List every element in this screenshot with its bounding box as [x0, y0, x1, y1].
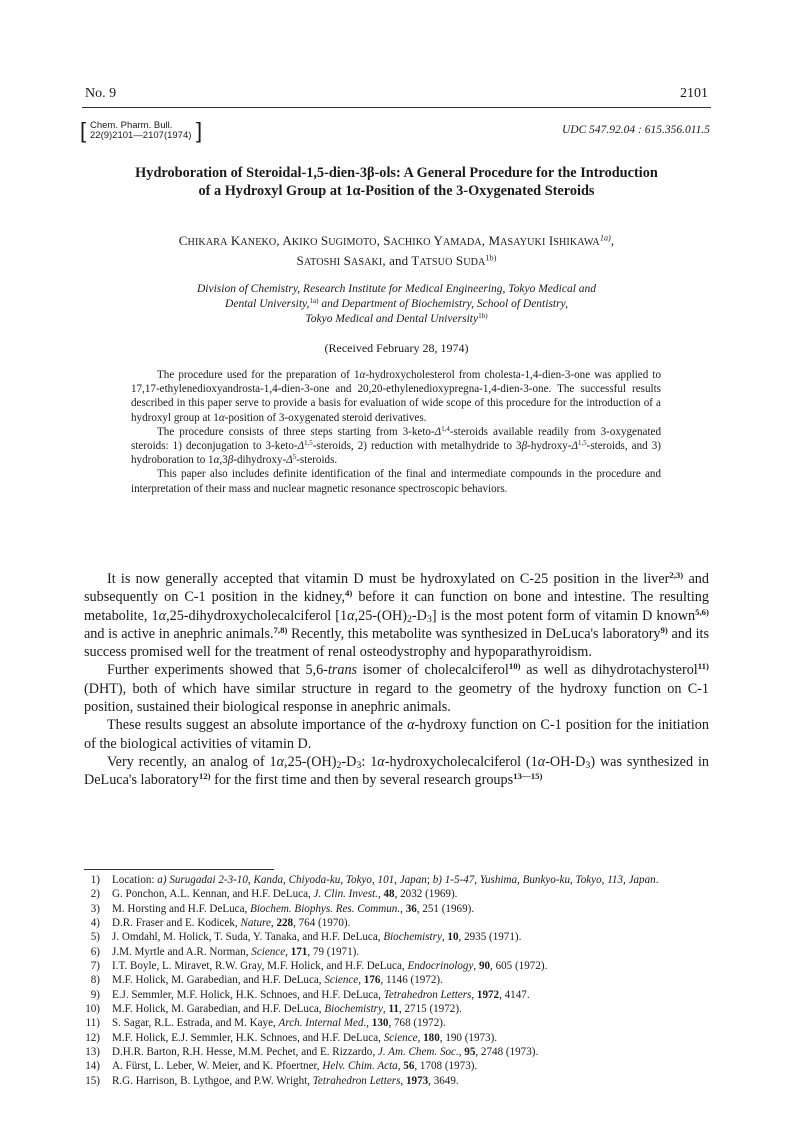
footnote: 9) E.J. Semmler, M.F. Holick, H.K. Schnoes, and H.F. DeLuca, Tetrahedron Letters, 1972, 4147. — [90, 988, 530, 1001]
abstract-paragraph: The procedure consists of three steps starting from $3-keto-\Delta^{1,4}$-steroids available readily from 3-oxygenated steroids: 1) deconjugation to $3-keto-\Delta^{1,5}$-steroids, 2) reduction with metalhydride to $3\beta-hydroxy-\Delta^{1,5}$-steroids, and 3) hydroboration to $1\alpha,3\beta-dihydroxy-\Delta^5$-steroids. — [131, 425, 661, 467]
footnote: 10) M.F. Holick, M. Garabedian, and H.F. DeLuca, Biochemistry, 11, 2715 (1972). — [85, 1003, 462, 1016]
footnote: 12) M.F. Holick, E.J. Semmler, H.K. Schnoes, and H.F. DeLuca, Science, 180, 190 (1973). — [85, 1031, 498, 1044]
footnote: 2) G. Ponchon, A.L. Kennan, and H.F. DeLuca, J. Clin. Invest., 48, 2032 (1969). — [90, 888, 458, 901]
abstract-paragraph: The procedure used for the preparation of 1α-hydroxycholesterol from cholesta-1,4-dien-3-one was applied to 17,17-ethylenedioxyandrosta-1,4-dien-3-one and 20,20-ethylenedioxypregna-1,4-dien-3-one. The successful results described in this paper serve to provide a basis for evaluation of wide scope of this procedure for the introduction of a hydroxyl group at 1α-position of 3-oxygenated steroid derivatives. — [131, 369, 661, 424]
abstract-paragraph: This paper also includes definite identification of the final and intermediate compounds in the procedure and interpretation of their mass and nuclear magnetic resonance spectroscopic behaviors. — [131, 468, 661, 495]
author: SACHIKO YAMADA — [383, 233, 482, 248]
footnote: 4) D.R. Fraser and E. Kodicek, Nature, 228, 764 (1970). — [90, 917, 351, 930]
author: TATSUO $SUDA^{1b)}$ — [411, 253, 497, 268]
paper-title: Hydroboration of Steroidal-1,5-dien-3β-ols: A General Procedure for the Introduction of a Hydroxyl Group at 1α-Position of the 3-Oxygenated Steroids — [135, 165, 658, 199]
footnote: 11) S. Sagar, R.L. Estrada, and M. Kaye, Arch. Internal Med., 130, 768 (1972). — [85, 1017, 446, 1030]
author-list: CHIKARA KANEKO, AKIKO SUGIMOTO, SACHIKO YAMADA, MASAYUKI $ISHIKAWA^{1a)}$, SATOSHI SASAKI, and TATSUO $SUDA^{1b)}$ — [178, 233, 615, 268]
body-paragraph: These results suggest an absolute importance of the α-hydroxy function on C-1 position for the initiation of the biological activities of vitamin D. — [84, 717, 709, 752]
footnotes — [84, 873, 711, 1088]
body-paragraph: Further experiments showed that 5,6-trans isomer of cholecalciferol$^{10)}$ as well as dihydrotachysterol$^{11)}$ (DHT), both of which have similar structure in regard to the geometry of the hydroxy function on C-1 position, sustained their biological response in anephric animals. — [84, 661, 709, 716]
abstract — [131, 368, 661, 496]
page-number: 2101 — [680, 86, 708, 101]
received-date: (Received February 28, 1974) — [324, 341, 469, 355]
citation-journal: Chem. Pharm. Bull. — [90, 120, 173, 131]
footnote: 5) J. Omdahl, M. Holick, T. Suda, Y. Tanaka, and H.F. DeLuca, Biochemistry, 10, 2935 (1971). — [90, 931, 522, 944]
footnote: 7) I.T. Boyle, L. Miravet, R.W. Gray, M.F. Holick, and H.F. DeLuca, Endocrinology, 90, 605 (1972). — [90, 960, 548, 973]
author: CHIKARA KANEKO — [178, 233, 277, 248]
left-bracket: [ — [80, 118, 87, 143]
journal-citation — [80, 118, 203, 143]
author: AKIKO SUGIMOTO — [282, 233, 377, 248]
footnote: 3) M. Horsting and H.F. DeLuca, Biochem. Biophys. Res. Commun., 36, 251 (1969). — [90, 902, 475, 915]
body-text — [84, 570, 709, 790]
footnote: 15) R.G. Harrison, B. Lythgoe, and P.W. Wright, Tetrahedron Letters, 1973, 3649. — [85, 1074, 459, 1087]
header-rule — [82, 107, 711, 108]
issue-number: No. 9 — [85, 86, 117, 101]
footnote: 8) M.F. Holick, M. Garabedian, and H.F. DeLuca, Science, 176, 1146 (1972). — [90, 974, 443, 987]
author: MASAYUKI $ISHIKAWA^{1a)}$ — [488, 233, 611, 248]
author: SATOSHI SASAKI — [296, 253, 383, 268]
footnote-rule — [84, 869, 274, 870]
body-paragraph: Very recently, an analog of $1\alpha,25-(OH)_2-D_3$: 1α-hydroxycholecalciferol $(1\alpha-OH-D_3)$ was synthesized in DeLuca's laboratory$^{12)}$ for the first time and then by several research groups$^{13—15)}$ — [84, 753, 709, 789]
footnote: 14) A. Fürst, L. Leber, W. Meier, and K. Pfoertner, Helv. Chim. Acta, 56, 1708 (1973). — [85, 1060, 478, 1073]
footnote: 13) D.H.R. Barton, R.H. Hesse, M.M. Pechet, and E. Rizzardo, J. Am. Chem. Soc., 95, 2748 (1973). — [85, 1046, 539, 1059]
footnote: 6) J.M. Myrtle and A.R. Norman, Science, 171, 79 (1971). — [90, 945, 360, 958]
citation-volume: 22(9)2101—2107(1974) — [90, 130, 192, 141]
body-paragraph: It is now generally accepted that vitamin D must be hydroxylated on C-25 position in the liver$^{2,3)}$ and subsequently on C-1 position in the kidney,$^{4)}$ before it can function on bone and intestine. The resulting metabolite, 1α,25-dihydroxycholecalciferol $[1\alpha,25-(OH)_2-D_3]$ is the most potent form of vitamin D known$^{5,6)}$ and is active in anephric animals.$^{7,8)}$ Recently, this metabolite was synthesized in DeLuca's laboratory$^{9)}$ and its success promised well for the treatment of renal osteodystrophy and hypoparathyroidism. — [84, 570, 710, 661]
right-bracket: ] — [196, 118, 203, 143]
udc-code: UDC 547.92.04 : 615.356.011.5 — [561, 124, 710, 136]
footnote: 1) Location: a) Surugadai 2-3-10, Kanda, Chiyoda-ku, Tokyo, 101, Japan; b) 1-5-47, Yushima, Bunkyo-ku, Tokyo, 113, Japan. — [90, 874, 659, 886]
affiliation: Division of Chemistry, Research Institute for Medical Engineering, Tokyo Medical and Dental University,$^{1a)}$ and Department of Biochemistry, School of Dentistry, Tokyo Medical and Dental University$^{1b)}$ — [196, 283, 597, 325]
